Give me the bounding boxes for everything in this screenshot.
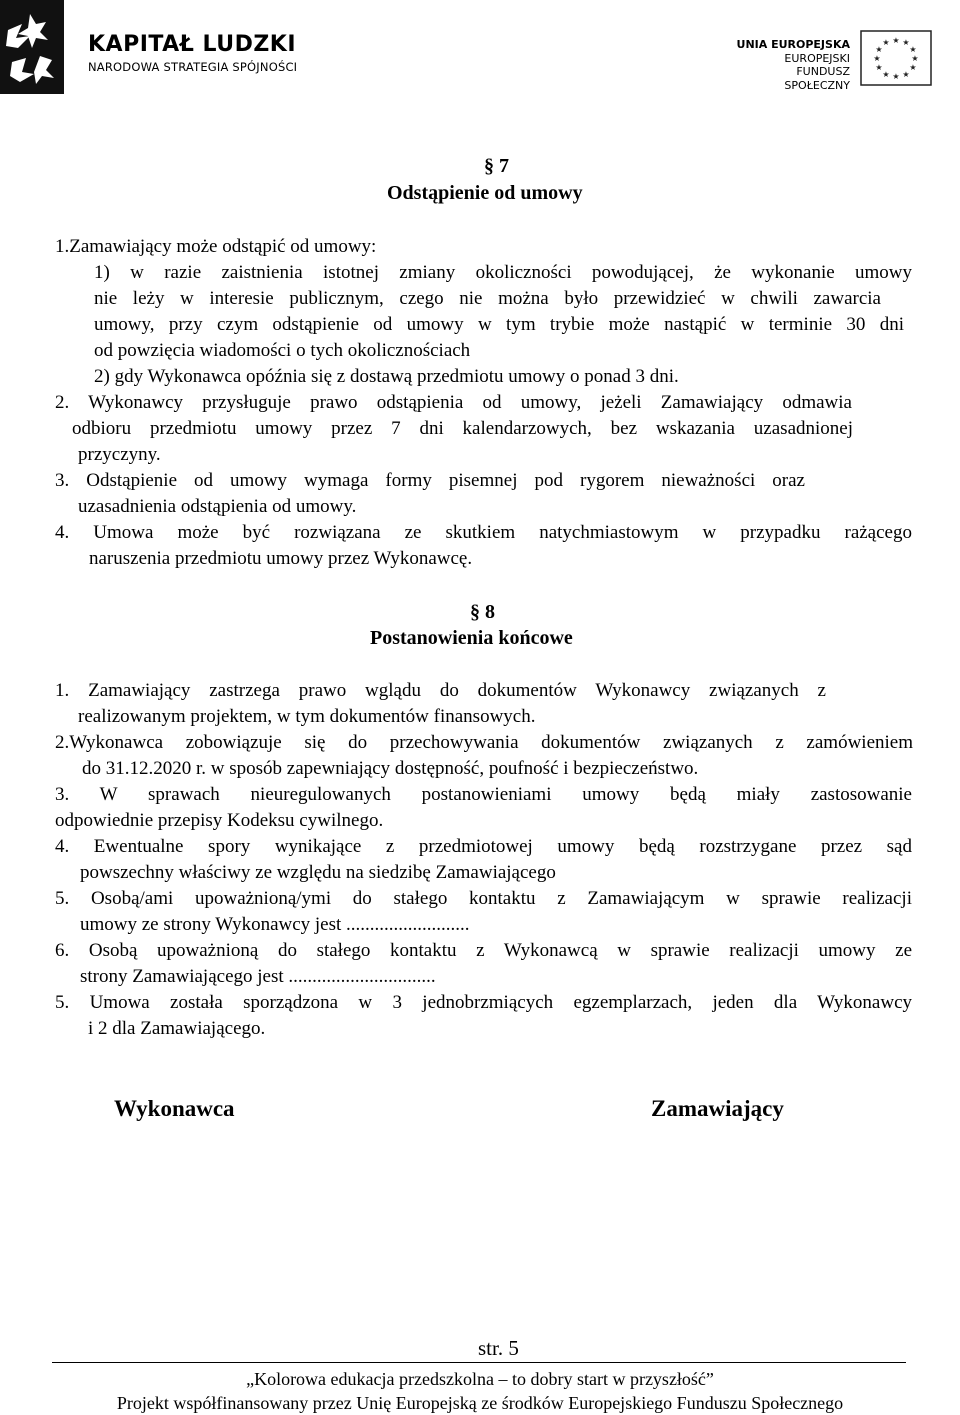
s7-line-11: uzasadnienia odstąpienia od umowy.: [78, 496, 357, 517]
s8-line-13: 5. Umowa została sporządzona w 3 jednobrzmiących egzemplarzach, jeden dla Wykonawcy: [55, 992, 912, 1013]
s8-line-14: i 2 dla Zamawiającego.: [88, 1018, 266, 1039]
s7-line-12: 4. Umowa może być rozwiązana ze skutkiem natychmiastowym w przypadku rażącego: [55, 522, 912, 543]
svg-text:★: ★: [875, 63, 883, 72]
s7-line-1: 1.Zamawiający może odstąpić od umowy:: [55, 236, 377, 257]
s7-line-3: nie leży w interesie publicznym, czego nie można było przewidzieć w chwili zawarcia: [94, 288, 881, 309]
page-number: str. 5: [478, 1336, 519, 1360]
s8-line-11: 6. Osobą upoważnioną do stałego kontaktu z Wykonawcą w sprawie realizacji umowy ze: [55, 940, 912, 961]
s8-line-12: strony Zamawiającego jest ...............................: [80, 966, 436, 987]
s8-line-10: umowy ze strony Wykonawcy jest ..........................: [80, 914, 470, 935]
svg-text:★: ★: [909, 45, 917, 54]
s7-line-7: 2. Wykonawcy przysługuje prawo odstąpienia od umowy, jeżeli Zamawiający odmawia: [55, 392, 852, 413]
eu-logo: [728, 30, 960, 100]
eu-line1: UNIA EUROPEJSKA: [736, 38, 850, 51]
s7-line-9: przyczyny.: [78, 444, 161, 465]
s8-line-7: 4. Ewentualne spory wynikające z przedmiotowej umowy będą rozstrzygane przez sąd: [55, 836, 912, 857]
s8-line-4: do 31.12.2020 r. w sposób zapewniający dostępność, poufność i bezpieczeństwo.: [82, 758, 699, 779]
section7-title: Odstąpienie od umowy: [387, 182, 583, 204]
svg-text:★: ★: [902, 70, 910, 79]
svg-text:★: ★: [882, 70, 890, 79]
s8-line-3: 2.Wykonawca zobowiązuje się do przechowywania dokumentów związanych z zamówieniem: [55, 732, 913, 753]
svg-text:★: ★: [892, 36, 900, 45]
svg-text:★: ★: [875, 45, 883, 54]
svg-text:★: ★: [902, 38, 910, 47]
s7-line-5: od powzięcia wiadomości o tych okolicznościach: [94, 340, 471, 361]
s7-line-6: 2) gdy Wykonawca opóźnia się z dostawą przedmiotu umowy o ponad 3 dni.: [94, 366, 679, 387]
s8-line-8: powszechny właściwy ze względu na siedzibę Zamawiającego: [80, 862, 556, 883]
section8-number: § 8: [470, 601, 495, 623]
kapital-ludzki-subtitle: NARODOWA STRATEGIA SPÓJNOŚCI: [88, 60, 298, 74]
eu-flag-icon: [860, 30, 932, 86]
footer-rule: [52, 1362, 906, 1363]
kapital-ludzki-title: KAPITAŁ LUDZKI: [88, 32, 297, 57]
s8-line-5: 3. W sprawach nieuregulowanych postanowieniami umowy będą miały zastosowanie: [55, 784, 912, 805]
svg-text:★: ★: [892, 72, 900, 81]
svg-text:★: ★: [909, 63, 917, 72]
s7-line-2: 1) w razie zaistnienia istotnej zmiany okoliczności powodującej, że wykonanie umowy: [94, 262, 912, 283]
eu-line3: FUNDUSZ SPOŁECZNY: [784, 65, 850, 92]
s7-line-4: umowy, przy czym odstąpienie od umowy w tym trybie może nastąpić w terminie 30 dni: [94, 314, 904, 335]
s8-line-2: realizowanym projektem, w tym dokumentów finansowych.: [78, 706, 536, 727]
s7-line-10: 3. Odstąpienie od umowy wymaga formy pisemnej pod rygorem nieważności oraz: [55, 470, 805, 491]
signature-contractor: Wykonawca: [114, 1096, 235, 1121]
footer-slogan: „Kolorowa edukacja przedszkolna – to dobry start w przyszłość”: [246, 1369, 714, 1389]
svg-text:★: ★: [873, 54, 881, 63]
section7-number: § 7: [484, 155, 509, 177]
kapital-ludzki-emblem-icon: [0, 0, 64, 94]
section8-title: Postanowienia końcowe: [370, 627, 573, 649]
s8-line-1: 1. Zamawiający zastrzega prawo wglądu do dokumentów Wykonawcy związanych z: [55, 680, 826, 701]
page-header: [0, 0, 960, 100]
svg-text:★: ★: [882, 38, 890, 47]
s8-line-6: odpowiednie przepisy Kodeksu cywilnego.: [55, 810, 384, 831]
svg-text:★: ★: [911, 54, 919, 63]
eu-line2: EUROPEJSKI: [784, 51, 850, 65]
s7-line-13: naruszenia przedmiotu umowy przez Wykonawcę.: [89, 548, 473, 569]
eu-text: [728, 38, 850, 92]
s8-line-9: 5. Osobą/ami upoważnioną/ymi do stałego kontaktu z Zamawiającym w sprawie realizacji: [55, 888, 912, 909]
signature-client: Zamawiający: [651, 1096, 784, 1121]
footer-funding: Projekt współfinansowany przez Unię Europejską ze środków Europejskiego Funduszu Społecznego: [116, 1393, 844, 1413]
s7-line-8: odbioru przedmiotu umowy przez 7 dni kalendarzowych, bez wskazania uzasadnionej: [72, 418, 853, 439]
kapital-ludzki-logo: [0, 0, 300, 100]
